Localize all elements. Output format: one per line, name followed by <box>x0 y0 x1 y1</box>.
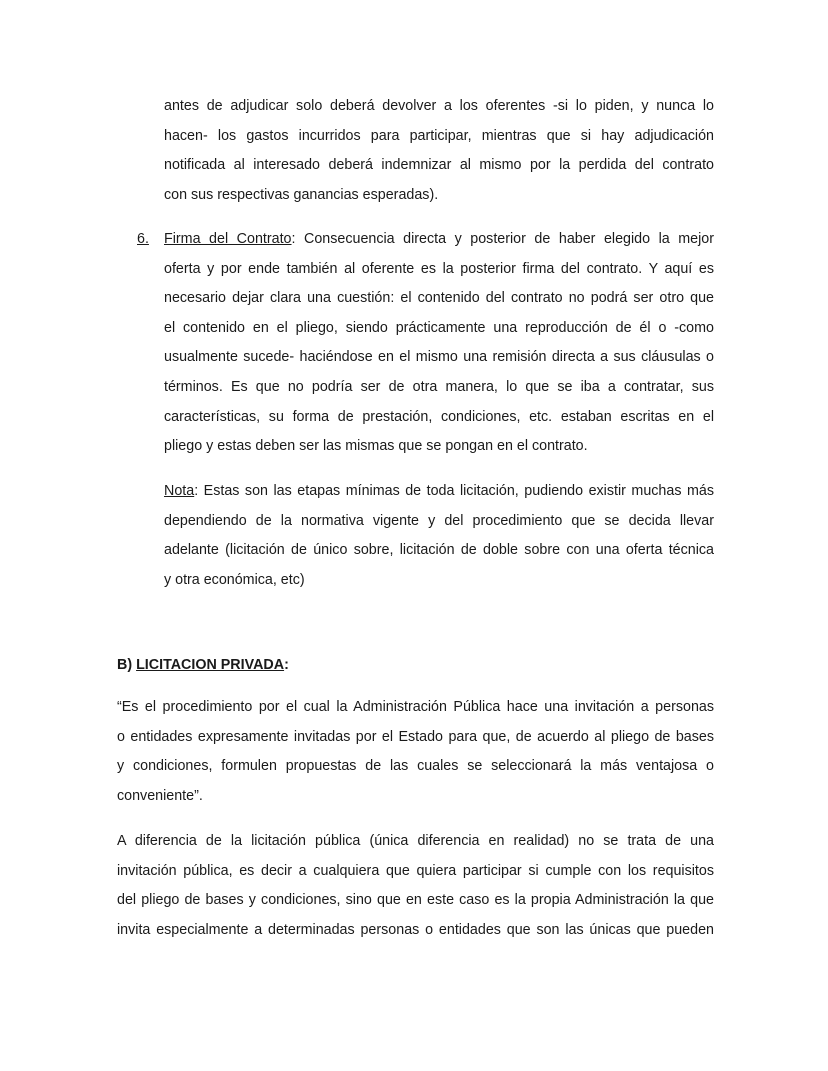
list-item-number: 6. <box>137 231 149 247</box>
paragraph-line: hacen- los gastos incurridos para participar, mientras que si hay adjudicación <box>164 127 714 144</box>
section-prefix: B) <box>117 657 137 673</box>
list-item-title: Firma del Contrato <box>164 231 292 247</box>
paragraph-line: adelante (licitación de único sobre, licitación de doble sobre con una oferta técnica <box>164 542 714 559</box>
paragraph-line: del pliego de bases y condiciones, sino que en este caso es la propia Administración la que <box>117 892 714 909</box>
paragraph-line: notificada al interesado deberá indemnizar al mismo por la perdida del contrato <box>164 157 714 174</box>
quote-paragraph <box>117 697 714 815</box>
list-item-first-line: : Consecuencia directa y posterior de haber elegido la mejor <box>291 231 715 247</box>
paragraph-line: oferta y por ende también al oferente es la posterior firma del contrato. Y aquí es <box>164 260 714 277</box>
paragraph-line: y condiciones, formulen propuestas de las cuales se seleccionará la más ventajosa o <box>117 758 714 775</box>
paragraph-line: A diferencia de la licitación pública (única diferencia en realidad) no se trata de una <box>117 833 714 849</box>
continuation-paragraph <box>164 96 714 214</box>
paragraph-line <box>164 229 714 259</box>
paragraph-line: invitación pública, es decir a cualquiera que quiera participar si cumple con los requisitos <box>117 862 714 879</box>
paragraph-line: y otra económica, etc) <box>164 571 305 588</box>
paragraph-line: características, su forma de prestación, condiciones, etc. estaban escritas en el <box>164 408 714 425</box>
paragraph-line: pliego y estas deben ser las mismas que se pongan en el contrato. <box>164 438 588 455</box>
paragraph-line: con sus respectivas ganancias esperadas). <box>164 186 439 203</box>
paragraph-line <box>164 481 714 511</box>
list-item-6 <box>164 229 714 466</box>
note-paragraph <box>164 481 714 599</box>
paragraph-line: usualmente sucede- haciéndose en el mismo una remisión directa a sus cláusulas o <box>164 349 714 366</box>
paragraph-line: “Es el procedimiento por el cual la Administración Pública hace una invitación a personas <box>117 699 714 715</box>
section-title: LICITACION PRIVADA <box>136 657 285 673</box>
section-suffix: : <box>284 657 289 673</box>
paragraph-line: o entidades expresamente invitadas por el Estado para que, de acuerdo al pliego de bases <box>117 728 714 745</box>
paragraph-line: términos. Es que no podría ser de otra manera, lo que se iba a contratar, sus <box>164 378 714 395</box>
note-first-line: : Estas son las etapas mínimas de toda licitación, pudiendo existir muchas más <box>194 483 714 499</box>
paragraph-line: antes de adjudicar solo deberá devolver a los oferentes -si lo piden, y nunca lo <box>164 98 714 114</box>
paragraph-line: invita especialmente a determinadas personas o entidades que son las únicas que pueden <box>117 921 714 938</box>
paragraph-line: necesario dejar clara una cuestión: el contenido del contrato no podrá ser otro que <box>164 290 714 307</box>
section-heading <box>117 655 517 675</box>
note-label: Nota <box>164 483 195 499</box>
difference-paragraph <box>117 831 714 949</box>
paragraph-line: conveniente”. <box>117 787 203 804</box>
paragraph-line: dependiendo de la normativa vigente y del procedimiento que se decida llevar <box>164 512 714 529</box>
paragraph-line: el contenido en el pliego, siendo prácticamente una reproducción de él o -como <box>164 319 714 336</box>
